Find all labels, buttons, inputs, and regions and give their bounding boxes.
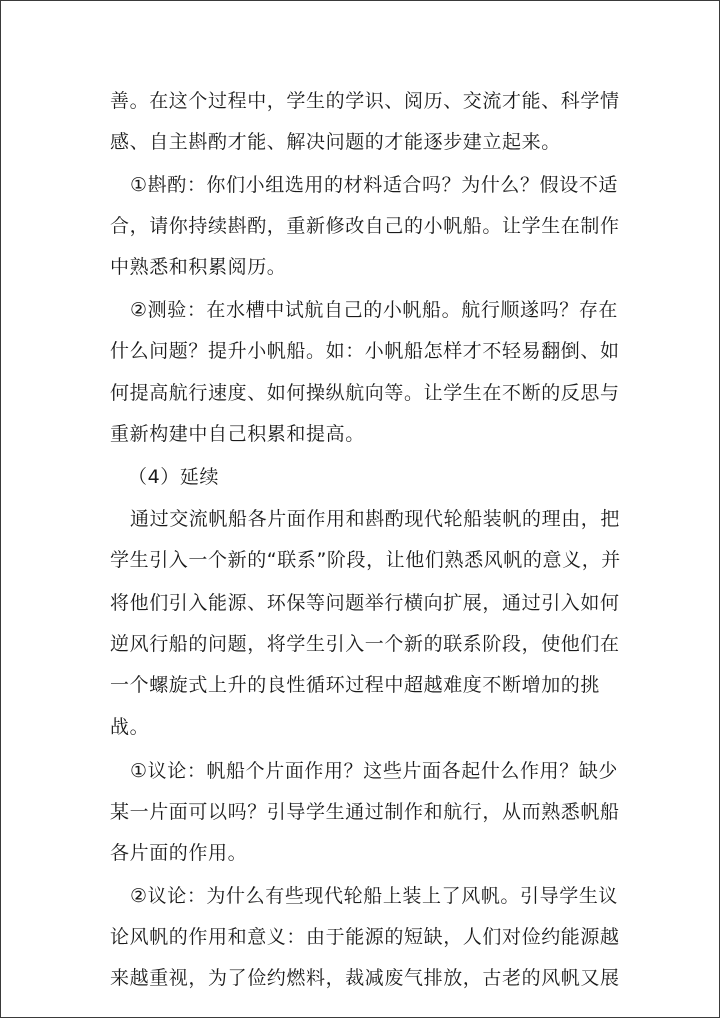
text-line: 某一片面可以吗？引导学生通过制作和航行，从而熟悉帆船 <box>110 801 620 823</box>
section-heading: （4）延续 <box>128 466 220 488</box>
text-line: 一个螺旋式上升的良性循环过程中超越难度不断增加的挑 <box>110 674 601 696</box>
text-line: 通过交流帆船各片面作用和斟酌现代轮船装帆的理由，把 <box>130 508 621 530</box>
text-line: 战。 <box>110 716 150 738</box>
text-line: 各片面的作用。 <box>110 842 248 864</box>
text-line: 逆风行船的问题，将学生引入一个新的联系阶段，使他们在 <box>110 633 620 655</box>
text-line: ①议论：帆船个片面作用？这些片面各起什么作用？缺少 <box>130 760 619 782</box>
text-line: 善。在这个过程中，学生的学识、阅历、交流才能、科学情 <box>110 90 620 112</box>
text-line: 中熟悉和积累阅历。 <box>110 256 287 278</box>
text-line: ②议论：为什么有些现代轮船上装上了风帆。引导学生议 <box>130 885 619 907</box>
text-line: 感、自主斟酌才能、解决问题的才能逐步建立起来。 <box>110 131 561 153</box>
text-line: 论风帆的作用和意义：由于能源的短缺，人们对俭约能源越 <box>110 926 620 948</box>
text-line: 将他们引入能源、环保等问题举行横向扩展，通过引入如何 <box>110 592 620 614</box>
text-line: ①斟酌：你们小组选用的材料适合吗？为什么？假设不适 <box>130 174 619 196</box>
text-line: 重新构建中自己积累和提高。 <box>110 423 365 445</box>
text-line: ②测验：在水槽中试航自己的小帆船。航行顺遂吗？存在 <box>130 299 619 321</box>
text-line: 来越重视，为了俭约燃料，裁减废气排放，古老的风帆又展 <box>110 967 620 989</box>
text-line: 何提高航行速度、如何操纵航向等。让学生在不断的反思与 <box>110 382 620 404</box>
text-line: 合，请你持续斟酌，重新修改自己的小帆船。让学生在制作 <box>110 215 620 237</box>
text-line: 什么问题？提升小帆船。如：小帆船怎样才不轻易翻倒、如 <box>110 340 620 362</box>
text-line: 学生引入一个新的“联系”阶段，让他们熟悉风帆的意义，并 <box>110 549 621 571</box>
